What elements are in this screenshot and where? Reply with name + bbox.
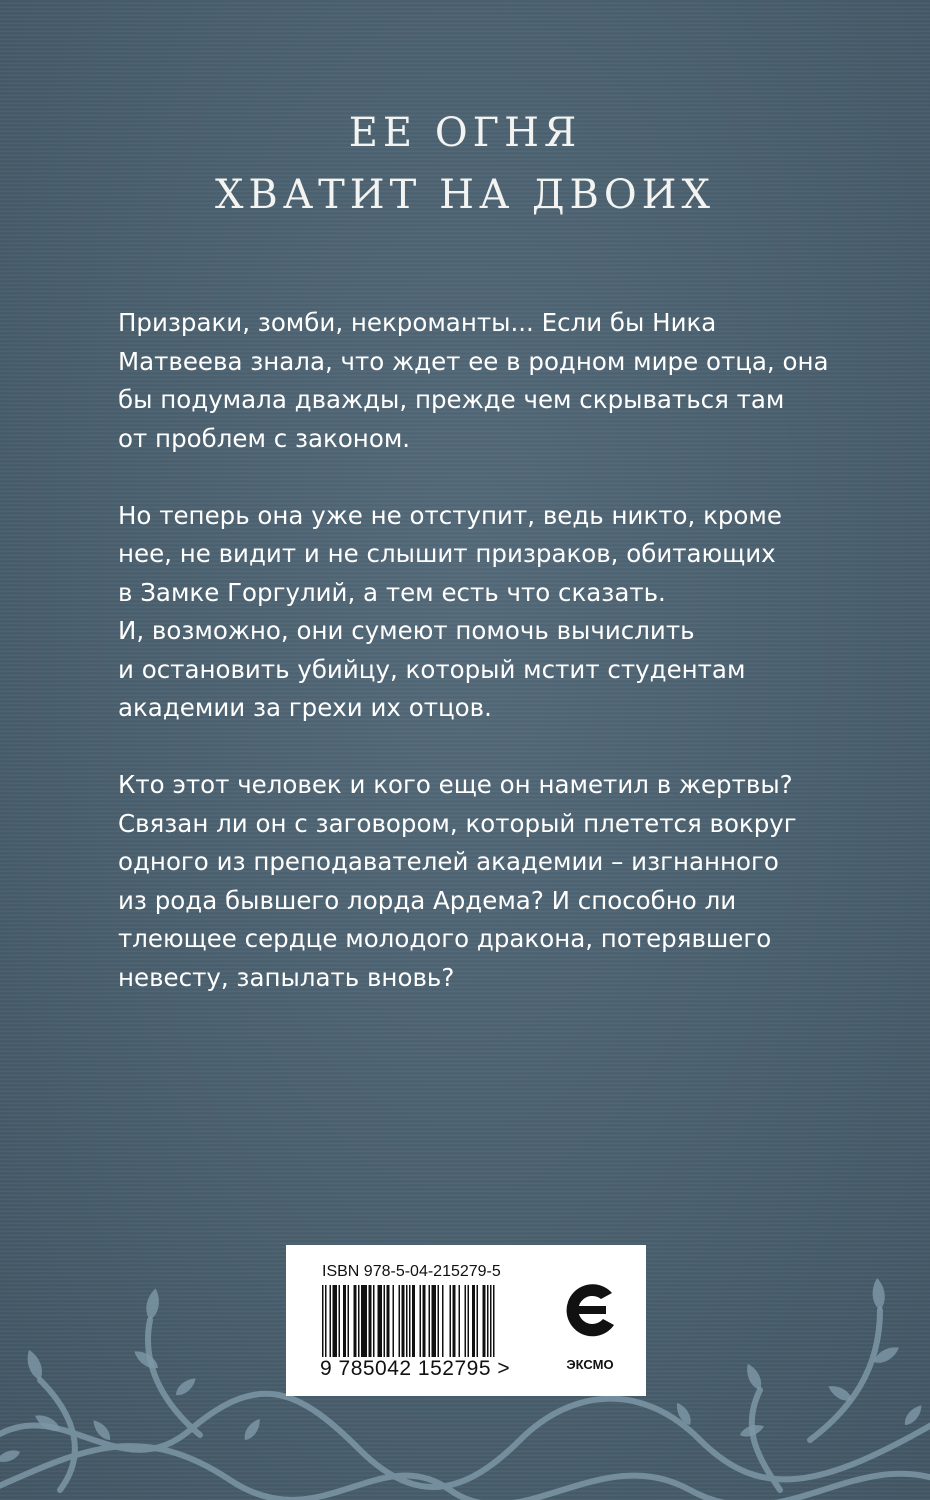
blurb-line: Но теперь она уже не отступит, ведь никто, кроме	[118, 500, 782, 530]
blurb-line: невесту, запылать вновь?	[118, 962, 455, 992]
title-line-2: ХВАТИТ НА ДВОИХ	[214, 172, 716, 218]
blurb-line: И, возможно, они сумеют помочь вычислить	[118, 616, 695, 645]
blurb-line: Связан ли он с заговором, который плетется вокруг	[118, 808, 797, 838]
title-line-1: ЕЕ ОГНЯ	[348, 110, 582, 156]
eksmo-logo-icon	[556, 1273, 626, 1347]
blurb-line: бы подумала дважды, прежде чем скрываться там	[118, 385, 785, 414]
blurb-line: нее, не видит и не слышит призраков, обитающих	[118, 539, 776, 568]
blurb-line: академии за грехи их отцов.	[118, 693, 492, 722]
blurb-line: одного из преподавателей академии – изгнанного	[118, 847, 779, 876]
blurb-text	[118, 304, 838, 1036]
blurb-paragraph-1	[118, 304, 838, 458]
blurb-line: и остановить убийцу, который мстит студентам	[118, 654, 746, 684]
barcode-panel	[286, 1245, 646, 1396]
book-title	[0, 102, 930, 226]
publisher-name: ЭКСМО	[566, 1357, 614, 1372]
barcode-icon	[322, 1285, 540, 1357]
blurb-line: тлеющее сердце молодого дракона, потерявшего	[118, 924, 772, 953]
blurb-paragraph-3	[118, 766, 838, 997]
blurb-line: Призраки, зомби, некроманты... Если бы Ника	[118, 308, 717, 337]
blurb-line: Матвеева знала, что ждет ее в родном мире отца, она	[118, 346, 829, 376]
blurb-line: Кто этот человек и кого еще он наметил в жертвы?	[118, 770, 793, 799]
blurb-paragraph-2	[118, 497, 838, 728]
isbn-label: ISBN 978-5-04-215279-5	[322, 1263, 501, 1280]
barcode-digits: 9 785042 152795 >	[320, 1357, 511, 1380]
blurb-line: из рода бывшего лорда Ардема? И способно ли	[118, 885, 737, 915]
blurb-line: от проблем с законом.	[118, 423, 411, 453]
blurb-line: в Замке Горгулий, а тем есть что сказать.	[118, 577, 666, 607]
